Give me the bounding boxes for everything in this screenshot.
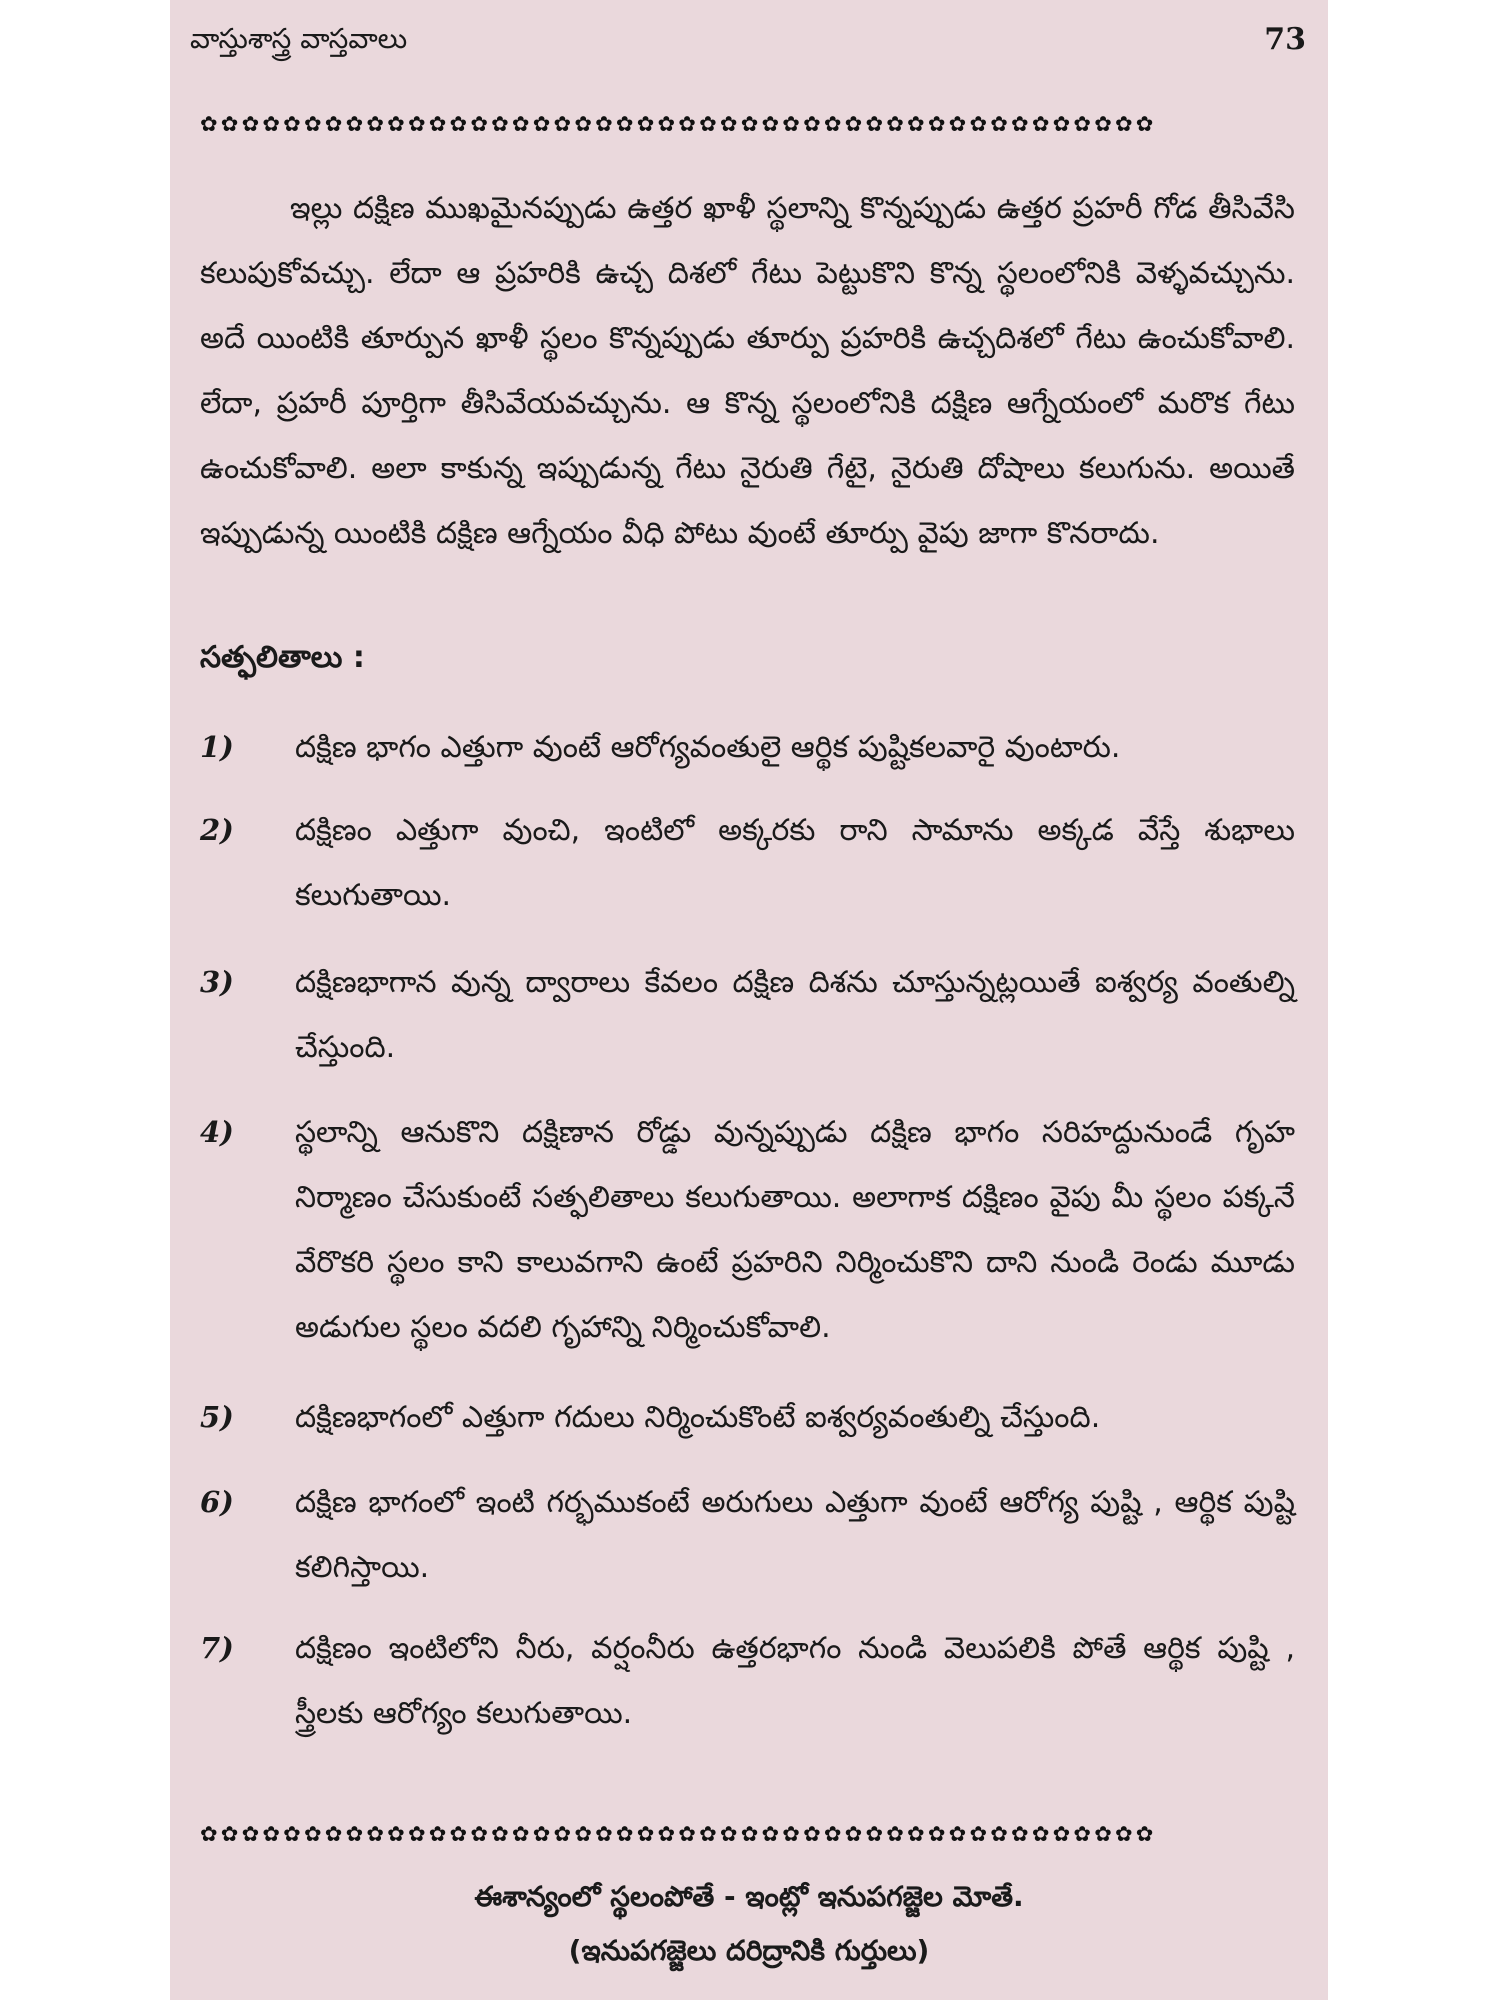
- running-title: వాస్తుశాస్త్ర వాస్తవాలు: [190, 22, 408, 55]
- list-number: 1): [200, 730, 234, 764]
- footer-proverb: ఈశాన్యంలో స్థలంపోతే - ఇంట్లో ఇనుపగజ్జెల మోతే.: [474, 1880, 1024, 1913]
- list-text: స్థలాన్ని ఆనుకొని దక్షిణాన రోడ్డు వున్నప్పుడు దక్షిణ భాగం సరిహద్దునుండే గృహ నిర్మాణం చేసుకుంటే సత్ఫలితాలు కలుగుతాయి. అలాగాక దక్షిణం వైపు మీ స్థలం పక్కనే వేరొకరి స్థలం కాని కాలువగాని ఉంటే ప్రహరిని నిర్మించుకొని దాని నుండి రెండు మూడు అడుగుల స్థలం వదలి గృహాన్ని నిర్మించుకోవాలి.: [295, 1115, 1295, 1345]
- book-page: [170, 0, 1328, 2000]
- list-text: దక్షిణం ఇంటిలోని నీరు, వర్షంనీరు ఉత్తరభాగం నుండి వెలుపలికి పోతే ఆర్థిక పుష్టి , స్త్రీలకు ఆరోగ్యం కలుగుతాయి.: [295, 1631, 1295, 1731]
- list-text: దక్షిణ భాగం ఎత్తుగా వుంటే ఆరోగ్యవంతులై ఆర్థిక పుష్టికలవారై వుంటారు.: [295, 730, 1121, 765]
- ornament-divider-top: ✿✿✿✿✿✿✿✿✿✿✿✿✿✿✿✿✿✿✿✿✿✿✿✿✿✿✿✿✿✿✿✿✿✿✿✿✿✿✿✿✿✿✿✿✿✿: [200, 112, 1157, 136]
- list-number: 7): [200, 1631, 234, 1665]
- list-text: దక్షిణ భాగంలో ఇంటి గర్భముకంటే అరుగులు ఎత్తుగా వుంటే ఆరోగ్య పుష్టి , ఆర్థిక పుష్టి కలిగిస్తాయి.: [295, 1485, 1295, 1585]
- list-number: 6): [200, 1485, 234, 1519]
- list-number: 3): [200, 965, 234, 999]
- list-text: దక్షిణభాగంలో ఎత్తుగా గదులు నిర్మించుకొంటే ఐశ్వర్యవంతుల్ని చేస్తుంది.: [295, 1400, 1101, 1435]
- ornament-divider-bottom: ✿✿✿✿✿✿✿✿✿✿✿✿✿✿✿✿✿✿✿✿✿✿✿✿✿✿✿✿✿✿✿✿✿✿✿✿✿✿✿✿✿✿✿✿✿✿: [200, 1822, 1157, 1846]
- section-heading: సత్ఫలితాలు :: [200, 640, 365, 675]
- page-number: 73: [1264, 22, 1306, 57]
- list-text: దక్షిణభాగాన వున్న ద్వారాలు కేవలం దక్షిణ దిశను చూస్తున్నట్లయితే ఐశ్వర్య వంతుల్ని చేస్తుంది.: [295, 965, 1295, 1065]
- list-number: 2): [200, 813, 234, 847]
- body-paragraph: ఇల్లు దక్షిణ ముఖమైనప్పుడు ఉత్తర ఖాళీ స్థలాన్ని కొన్నప్పుడు ఉత్తర ప్రహరీ గోడ తీసివేసి కలుపుకోవచ్చు. లేదా ఆ ప్రహరికి ఉచ్చ దిశలో గేటు పెట్టుకొని కొన్న స్థలంలోనికి వెళ్ళవచ్చును. అదే యింటికి తూర్పున ఖాళీ స్థలం కొన్నప్పుడు తూర్పు ప్రహరికి ఉచ్చదిశలో గేటు ఉంచుకోవాలి. లేదా, ప్రహరీ పూర్తిగా తీసివేయవచ్చును. ఆ కొన్న స్థలంలోనికి దక్షిణ ఆగ్నేయంలో మరొక గేటు ఉంచుకోవాలి. అలా కాకున్న ఇప్పుడున్న గేటు నైరుతి గేటై, నైరుతి దోషాలు కలుగును. అయితే ఇప్పుడున్న యింటికి దక్షిణ ఆగ్నేయం వీధి పోటు వుంటే తూర్పు వైపు జాగా కొనరాదు.: [200, 191, 1295, 551]
- footer-note: (ఇనుపగజ్జెలు దరిద్రానికి గుర్తులు): [568, 1934, 930, 1967]
- list-number: 5): [200, 1400, 234, 1434]
- list-number: 4): [200, 1115, 234, 1149]
- list-text: దక్షిణం ఎత్తుగా వుంచి, ఇంటిలో అక్కరకు రాని సామాను అక్కడ వేస్తే శుభాలు కలుగుతాయి.: [295, 813, 1295, 913]
